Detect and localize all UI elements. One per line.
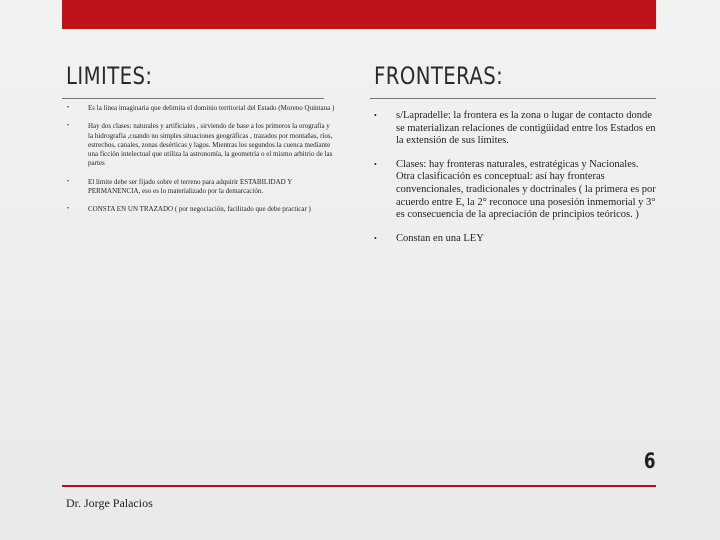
limites-heading: LIMITES: (66, 62, 153, 90)
fronteras-item-lapradelle (374, 110, 656, 148)
fronteras-item-text: Constan en una LEY (396, 232, 484, 244)
limites-bullet-list (66, 104, 336, 224)
fronteras-item-text: Clases: hay fronteras naturales, estratégicas y Nacionales. Otra clasificación es conceptual: así hay fronteras convencionales, tradicionales y doctrinales ( la primera es por acuerdo entre E, la 2° reconoce una posesión inmemorial y 3° es consecuencia de la apreciación de principios teóricos. ) (396, 158, 656, 221)
fronteras-item-ley (374, 233, 656, 246)
bullet-icon: • (67, 123, 70, 130)
bullet-icon: • (67, 206, 70, 213)
bullet-icon: • (67, 178, 70, 185)
bullet-icon: • (374, 233, 377, 243)
bullet-icon: • (374, 159, 377, 169)
page-number: 6 (644, 449, 656, 473)
fronteras-heading-divider (370, 98, 656, 99)
fronteras-item-clases (374, 159, 656, 222)
limites-item-text: Hay dos clases: naturales y artificiales , sirviendo de base a los primeros la orografía y la hidrografía ,cuando no simples situaciones geográficas , trazados por montañas, ríos, estrechos, canales, zonas desérticas y lagos. Mientras los segundos la cuenca mediante una ficción intelectual que utiliza la astronomía, la geometría o el mismo arbitrio de las partes (88, 122, 333, 168)
limites-item-text: Es la línea imaginaria que delimita el dominio territorial del Estado (Moreno Quintana ) (88, 104, 335, 112)
limites-item-text: CONSTA EN UN TRAZADO ( por negociación, facilitado que debe practicar ) (88, 205, 311, 214)
top-accent-band (62, 0, 656, 29)
bullet-icon: • (374, 111, 377, 120)
footer-author: Dr. Jorge Palacios (66, 496, 153, 510)
fronteras-bullet-list (374, 110, 656, 256)
bullet-icon: • (67, 105, 70, 111)
limites-item-estabilidad (66, 178, 336, 197)
limites-heading-divider (62, 98, 324, 99)
limites-item-definicion (66, 104, 336, 113)
limites-item-text: El límite debe ser fijado sobre el terreno para adquirir ESTABILIDAD Y PERMANENCIA, eso es lo materializado por la demarcación. (88, 177, 292, 196)
limites-item-clases (66, 122, 336, 168)
footer-divider (62, 485, 656, 487)
fronteras-item-text: s/Lapradelle: la frontera es la zona o lugar de contacto donde se materializan relaciones de contigüidad entre los Estados en la extensión de sus límites. (396, 110, 656, 147)
fronteras-heading: FRONTERAS: (374, 62, 504, 90)
limites-item-trazado (66, 205, 336, 214)
